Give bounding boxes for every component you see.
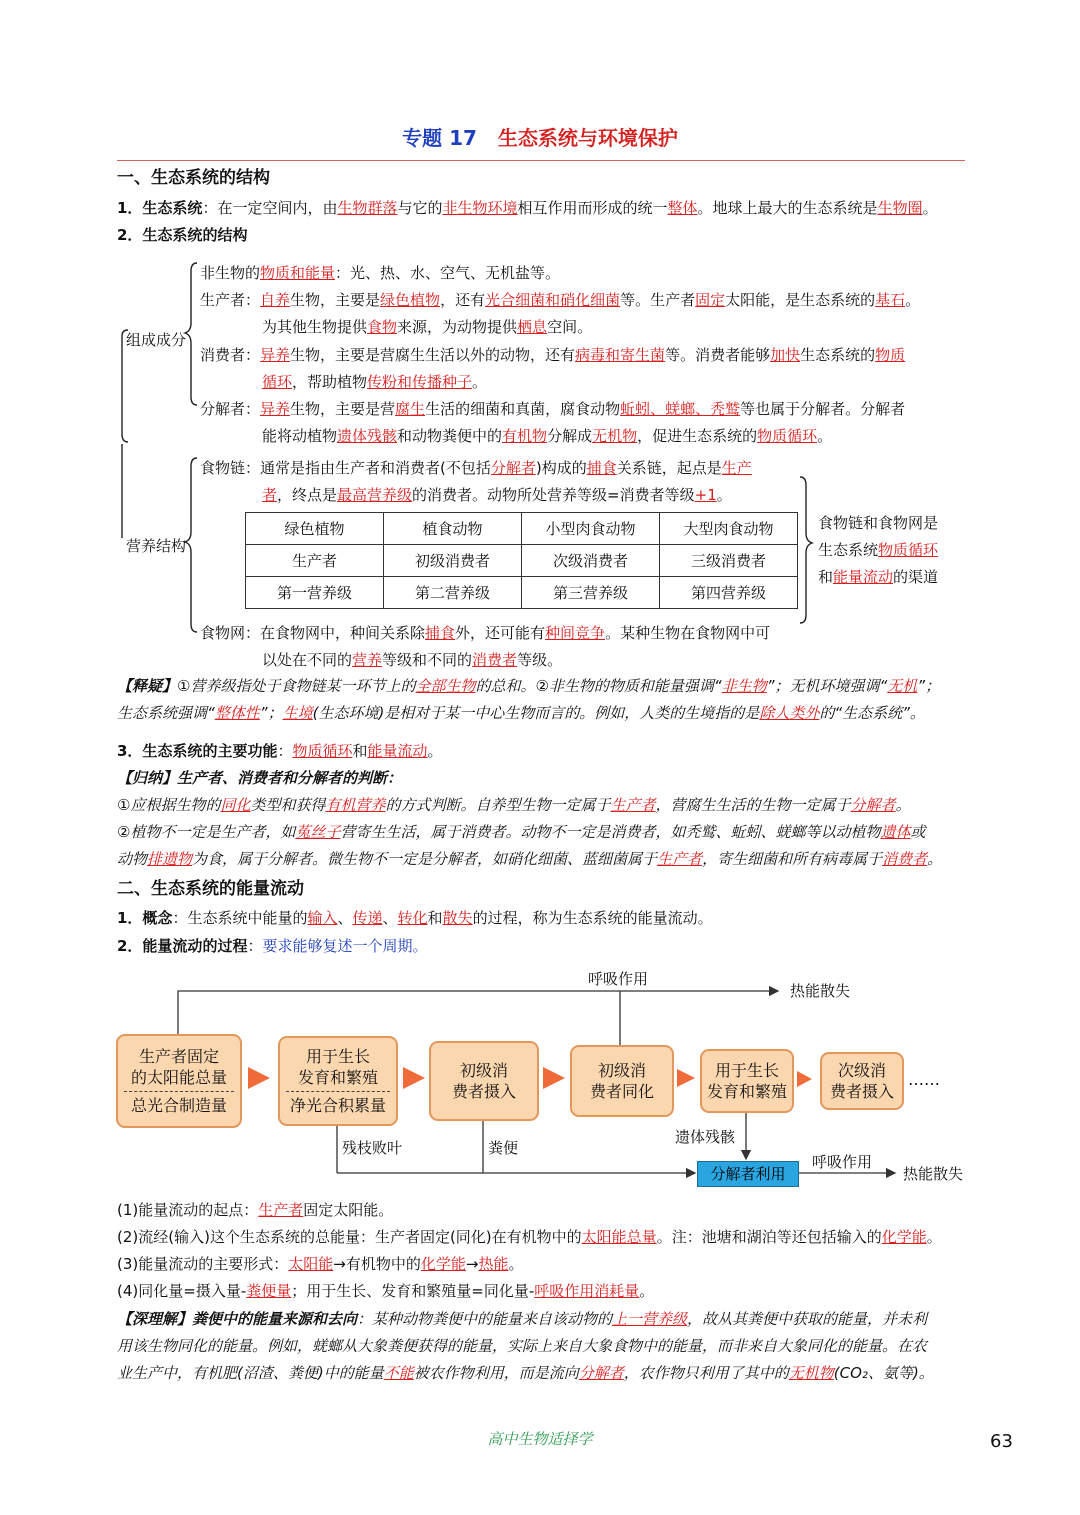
flow-arrow-icon [403, 1067, 425, 1089]
deep-line-1: 【深理解】粪便中的能量来源和去向：某种动物粪便中的能量来自该动物的上一营养级，故从其粪便中获取的能量，并未利 [117, 1310, 928, 1328]
producer-line-2: 为其他生物提供食物来源，为动物提供栖息空间。 [262, 318, 593, 336]
table-cell: 植食动物 [384, 513, 522, 545]
producer-line-1: 生产者：自养生物，主要是绿色植物，还有光合细菌和硝化细菌等。生产者固定太阳能，是生态系统的基石。 [200, 291, 921, 309]
table-cell: 初级消费者 [384, 545, 522, 577]
definition-ecosystem: 1．生态系统：在一定空间内，由生物群落与它的非生物环境相互作用而形成的统一整体。地球上最大的生态系统是生物圈。 [117, 199, 938, 217]
table-cell: 小型肉食动物 [522, 513, 660, 545]
label-components: 组成成分 [126, 331, 187, 349]
table-cell: 第四营养级 [660, 577, 798, 609]
flow-arrow-icon [677, 1069, 695, 1087]
explain-line-2: 生态系统强调“整体性”；生境(生态环境)是相对于某一中心生物而言的。例如，人类的生境指的是除人类外的“生态系统”。 [117, 704, 925, 722]
table-cell: 三级消费者 [660, 545, 798, 577]
respiration-top-label: 呼吸作用 [588, 970, 649, 988]
consumer-line-2: 循环，帮助植物传粉和传播种子。 [262, 373, 488, 391]
foodchain-line-1: 食物链：通常是指由生产者和消费者(不包括分解者)构成的捕食关系链，起点是生产 [200, 459, 752, 477]
process-line: 2．能量流动的过程：要求能够复述一个周期。 [117, 937, 428, 955]
remains-label: 遗体残骸 [675, 1128, 736, 1146]
box-producer-fixed: 生产者固定 的太阳能总量 总光合制造量 [116, 1034, 242, 1128]
foodweb-line-2: 以处在不同的营养等级和不同的消费者等级。 [262, 651, 563, 669]
box-primary-intake: 初级消 费者摄入 [429, 1041, 539, 1121]
decomposer-box: 分解者利用 [697, 1161, 799, 1187]
page-number: 63 [990, 1431, 1013, 1452]
note-1: (1)能量流动的起点：生产者固定太阳能。 [117, 1201, 394, 1219]
decomposer-line-1: 分解者：异养生物，主要是营腐生生活的细菌和真菌，腐食动物蚯蚓、蜣螂、秃鹫等也属于分解者。分解者 [200, 400, 906, 418]
flow-arrow-icon [543, 1067, 565, 1089]
flow-arrow-icon [248, 1067, 270, 1089]
consumer-line-1: 消费者：异养生物，主要是营腐生生活以外的动物，还有病毒和寄生菌等。消费者能够加快生态系统的物质 [200, 346, 906, 364]
summary-line-2: ②植物不一定是生产者，如菟丝子营寄生生活，属于消费者。动物不一定是消费者，如秃鹫、蚯蚓、蜣螂等以动植物遗体或 [117, 823, 926, 841]
table-cell: 第二营养级 [384, 577, 522, 609]
table-cell: 绿色植物 [246, 513, 384, 545]
label-trophic-structure: 营养结构 [126, 537, 187, 555]
concept-line: 1．概念：生态系统中能量的输入、传递、转化和散失的过程，称为生态系统的能量流动。 [117, 909, 713, 927]
structure-heading: 2．生态系统的结构 [117, 226, 248, 244]
note-2: (2)流经(输入)这个生态系统的总能量：生产者固定(同化)在有机物中的太阳能总量。注：池塘和湖泊等还包括输入的化学能。 [117, 1228, 942, 1246]
decomposer-line-2: 能将动植物遗体残骸和动物粪便中的有机物分解成无机物，促进生态系统的物质循环。 [262, 427, 833, 445]
table-cell: 第三营养级 [522, 577, 660, 609]
section-2-heading: 二、生态系统的能量流动 [117, 879, 304, 899]
box-growth-2: 用于生长 发育和繁殖 [700, 1049, 794, 1113]
summary-heading: 【归纳】生产者、消费者和分解者的判断： [117, 769, 403, 787]
explain-line-1: 【释疑】①营养级指处于食物链某一环节上的全部生物的总和。②非生物的物质和能量强调“非生物”；无机环境强调“无机”； [117, 677, 941, 695]
table-cell: 次级消费者 [522, 545, 660, 577]
side-note: 食物链和食物网是 生态系统物质循环 和能量流动的渠道 [818, 514, 939, 586]
title-number: 专题 17 [402, 126, 477, 150]
heat-loss-bottom-label: 热能散失 [903, 1165, 964, 1183]
function-line: 3．生态系统的主要功能：物质循环和能量流动。 [117, 742, 443, 760]
footer-brand: 高中生物适择学 [487, 1430, 593, 1448]
section-1-heading: 一、生态系统的结构 [117, 168, 270, 188]
respiration-bottom-label: 呼吸作用 [812, 1153, 873, 1171]
note-4: (4)同化量=摄入量-粪便量；用于生长、发育和繁殖量=同化量-呼吸作用消耗量。 [117, 1282, 655, 1300]
foodweb-line-1: 食物网：在食物网中，种间关系除捕食外，还可能有种间竞争。某种生物在食物网中可 [200, 624, 771, 642]
note-3: (3)能量流动的主要形式：太阳能→有机物中的化学能→热能。 [117, 1255, 524, 1273]
nonbiotic-line: 非生物的物质和能量：光、热、水、空气、无机盐等。 [200, 264, 561, 282]
summary-line-3: 动物排遗物为食，属于分解者。微生物不一定是分解者，如硝化细菌、蓝细菌属于生产者，寄生细菌和所有病毒属于消费者。 [117, 850, 943, 868]
title-text: 生态系统与环境保护 [497, 126, 678, 150]
table-cell: 第一营养级 [246, 577, 384, 609]
table-cell: 大型肉食动物 [660, 513, 798, 545]
litter-label: 残枝败叶 [342, 1139, 403, 1157]
deep-line-2: 用该生物同化的能量。例如，蜣螂从大象粪便获得的能量，实际上来自大象食物中的能量，而非来自大象同化的能量。在农 [117, 1337, 928, 1355]
box-primary-assimilation: 初级消 费者同化 [570, 1045, 674, 1117]
foodchain-line-2: 者，终点是最高营养级的消费者。动物所处营养等级=消费者等级+1。 [262, 486, 732, 504]
table-cell: 生产者 [246, 545, 384, 577]
heat-loss-top-label: 热能散失 [790, 982, 851, 1000]
flow-arrow-icon [797, 1071, 812, 1087]
deep-line-3: 业生产中，有机肥(沼渣、粪便)中的能量不能被农作物利用，而是流向分解者，农作物只利用了其中的无机物(CO₂、氨等)。 [117, 1364, 934, 1382]
box-growth-1: 用于生长 发育和繁殖 净光合积累量 [278, 1036, 398, 1126]
summary-line-1: ①应根据生物的同化类型和获得有机营养的方式判断。自养型生物一定属于生产者，营腐生生活的生物一定属于分解者。 [117, 796, 911, 814]
feces-label: 粪便 [488, 1139, 519, 1157]
box-secondary-intake: 次级消 费者摄入 [820, 1052, 904, 1110]
ellipsis: …… [908, 1070, 940, 1089]
